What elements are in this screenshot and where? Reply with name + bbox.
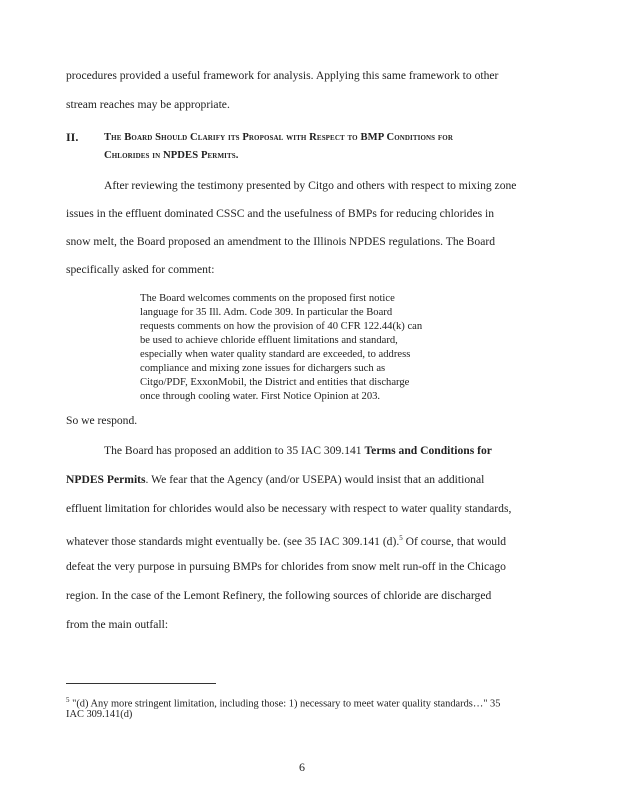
intro-line-2: stream reaches may be appropriate. (66, 98, 230, 111)
paragraph-2-line-2 (66, 473, 484, 487)
paragraph-2-line-1-bold: Terms and Conditions for (364, 444, 492, 457)
paragraph-2-line-5: defeat the very purpose in pursuing BMPs for chlorides from snow melt run-off in the Chicago (66, 560, 506, 573)
section-number: II. (66, 130, 79, 144)
block-quote-line-4: be used to achieve chloride effluent limitations and standard, (140, 335, 398, 346)
footnote-text-1: "(d) Any more stringent limitation, including those: 1) necessary to meet water quality standards…" 35 (69, 698, 501, 710)
block-quote-line-6: compliance and mixing zone issues for dichargers such as (140, 363, 386, 374)
block-quote-line-2: language for 35 Ill. Adm. Code 309. In particular the Board (140, 307, 393, 318)
paragraph-1-line-3: snow melt, the Board proposed an amendment to the Illinois NPDES regulations. The Board (66, 235, 496, 248)
paragraph-2-line-4-text: whatever those standards might eventually be. (see 35 IAC 309.141 (d). (66, 534, 400, 548)
footnote-line-2: IAC 309.141(d) (66, 709, 133, 720)
intro-line-1: procedures provided a useful framework for analysis. Applying this same framework to other (66, 69, 499, 82)
section-heading-line-1: The Board Should Clarify its Proposal with Respect to BMP Conditions for (104, 132, 453, 143)
paragraph-2-line-1-text: The Board has proposed an addition to 35 IAC 309.141 (104, 444, 365, 457)
footnote-reference[interactable]: 5 (399, 534, 403, 542)
section-heading-line-2: Chlorides in NPDES Permits. (104, 150, 239, 161)
paragraph-2-line-3: effluent limitation for chlorides would also be necessary with respect to water quality standards, (66, 502, 512, 515)
paragraph-2-line-1 (104, 444, 492, 458)
footnote-divider (66, 683, 216, 684)
paragraph-2-line-2-text: . We fear that the Agency (and/or USEPA) would insist that an additional (145, 473, 485, 486)
paragraph-2-line-7: from the main outfall: (66, 618, 169, 631)
footnote-mark: 5 (66, 696, 70, 704)
block-quote-line-8: once through cooling water. First Notice Opinion at 203. (140, 391, 381, 402)
paragraph-2-line-4 (66, 531, 506, 549)
paragraph-1-line-1: After reviewing the testimony presented by Citgo and others with respect to mixing zone (104, 179, 517, 192)
so-we-respond: So we respond. (66, 414, 138, 427)
paragraph-2-line-4-end: Of course, that would (402, 534, 507, 548)
block-quote-line-3: requests comments on how the provision of 40 CFR 122.44(k) can (140, 321, 423, 332)
paragraph-1-line-2: issues in the effluent dominated CSSC and the usefulness of BMPs for reducing chlorides in (66, 207, 495, 220)
block-quote-line-1: The Board welcomes comments on the proposed first notice (140, 293, 395, 304)
paragraph-1-line-4: specifically asked for comment: (66, 263, 215, 276)
paragraph-2-line-6: region. In the case of the Lemont Refinery, the following sources of chloride are discharged (66, 589, 492, 602)
paragraph-2-line-2-bold: NPDES Permits (66, 473, 146, 486)
block-quote-line-5: especially when water quality standard are exceeded, to address (140, 349, 411, 360)
block-quote-line-7: Citgo/PDF, ExxonMobil, the District and entities that discharge (140, 377, 410, 388)
page-number: 6 (299, 760, 305, 774)
